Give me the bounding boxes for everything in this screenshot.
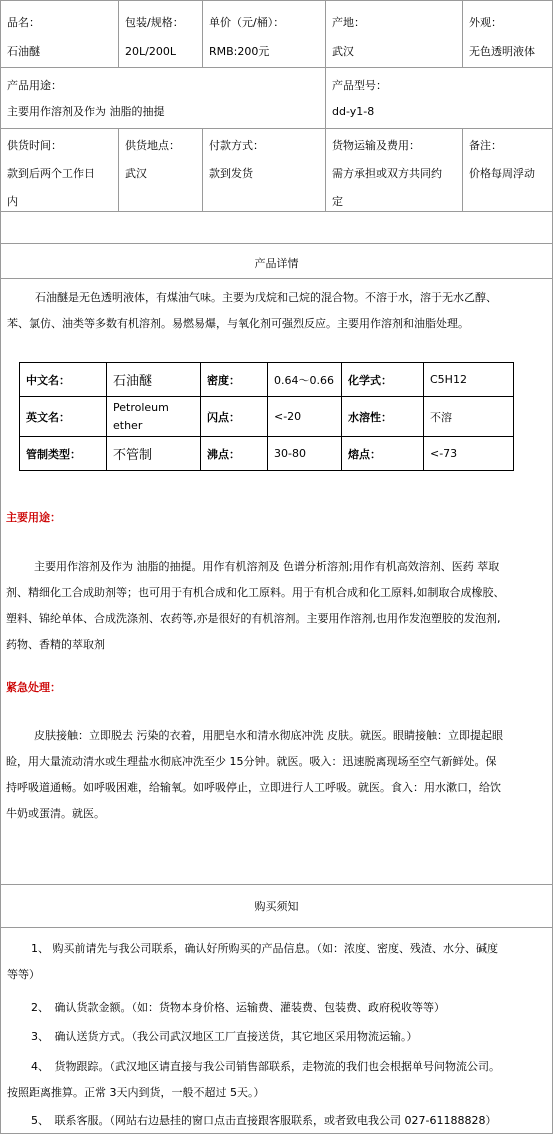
en-name-label: 英文名： bbox=[20, 397, 107, 437]
pack-value: 20L/200L bbox=[125, 45, 176, 58]
spec-row bbox=[20, 397, 514, 437]
main-use-line-1: 主要用作溶剂及作为 油脂的抽提。用作有机溶剂及 色谱分析溶剂;用作有机高效溶剂、医药 萃取 bbox=[34, 560, 500, 573]
supply-time-value: 款到后两个工作日 bbox=[7, 167, 95, 180]
formula-value: C5H12 bbox=[424, 363, 514, 397]
flash-label: 闪点： bbox=[201, 397, 268, 437]
note-cell bbox=[462, 128, 553, 212]
pay-label: 付款方式： bbox=[209, 139, 264, 152]
main-use-title: 主要用途： bbox=[6, 511, 61, 524]
melt-value: <-73 bbox=[424, 437, 514, 471]
emergency-line-3: 持呼吸道通畅。如呼吸困难，给输氧。如呼吸停止，立即进行人工呼吸。就医。食入：用水漱口，给饮 bbox=[6, 781, 501, 794]
melt-label: 熔点： bbox=[342, 437, 424, 471]
name-cell bbox=[0, 0, 119, 68]
pack-label: 包装/规格： bbox=[125, 16, 184, 29]
look-value: 无色透明液体 bbox=[469, 45, 535, 58]
en-name-value-line-2: ether bbox=[113, 418, 143, 432]
origin-value: 武汉 bbox=[332, 45, 354, 58]
supply-time-label: 供货时间： bbox=[7, 139, 62, 152]
intro-line-2: 苯、氯仿、油类等多数有机溶剂。易燃易爆，与氧化剂可强烈反应。主要用作溶剂和油脂处理。 bbox=[7, 317, 469, 330]
purchase-item-5 bbox=[7, 1108, 548, 1134]
water-value: 不溶 bbox=[424, 397, 514, 437]
main-use-paragraph bbox=[6, 554, 547, 658]
boil-value: 30-80 bbox=[268, 437, 342, 471]
intro-paragraph bbox=[7, 285, 548, 337]
supply-place-cell bbox=[118, 128, 203, 212]
density-value: 0.64～0.66 bbox=[268, 363, 342, 397]
purchase-header: 购买须知 bbox=[254, 900, 299, 913]
supply-time-value-cont: 内 bbox=[7, 195, 18, 208]
formula-label: 化学式： bbox=[342, 363, 424, 397]
supply-time-cell bbox=[0, 128, 119, 212]
spec-row bbox=[20, 437, 514, 471]
purchase-body-cell bbox=[0, 927, 553, 1134]
spec-row bbox=[20, 363, 514, 397]
main-use-line-3: 塑料、锦纶单体、合成洗涤剂、农药等,亦是很好的有机溶剂。主要用作溶剂,也用作发泡塑胶的发泡剂, bbox=[6, 612, 501, 625]
pack-cell bbox=[118, 0, 203, 68]
note-value: 价格每周浮动 bbox=[469, 167, 535, 180]
main-use-line-2: 剂、精细化工合成助剂等；也可用于有机合成和化工原料。用于有机合成和化工原料,如制取合成橡胶、 bbox=[6, 586, 505, 599]
supply-place-value: 武汉 bbox=[125, 167, 147, 180]
look-cell bbox=[462, 0, 553, 68]
model-cell bbox=[325, 67, 553, 129]
origin-cell bbox=[325, 0, 463, 68]
pay-value: 款到发货 bbox=[209, 167, 253, 180]
note-label: 备注： bbox=[469, 139, 502, 152]
spec-table bbox=[19, 362, 514, 471]
spacer-row bbox=[0, 211, 553, 244]
ship-value: 需方承担或双方共同约 bbox=[332, 167, 442, 180]
purchase-item-2-line: 2、 确认货款金额。（如：货物本身价格、运输费、灌装费、包装费、政府税收等等） bbox=[31, 1001, 445, 1014]
control-value: 不管制 bbox=[107, 437, 201, 471]
purchase-item-5-line: 5、 联系客服。（网站右边悬挂的窗口点击直接跟客服联系，或者致电我公司 027-61188828） bbox=[31, 1114, 497, 1127]
control-label: 管制类型： bbox=[20, 437, 107, 471]
use-cell bbox=[0, 67, 326, 129]
detail-header: 产品详情 bbox=[254, 257, 299, 270]
emergency-line-4: 牛奶或蛋清。就医。 bbox=[6, 807, 105, 820]
origin-label: 产地： bbox=[332, 16, 365, 29]
purchase-item-4 bbox=[7, 1054, 548, 1106]
purchase-header-cell bbox=[0, 884, 553, 928]
main-use-line-4: 药物、香精的萃取剂 bbox=[6, 638, 105, 651]
emergency-line-2: 睑，用大量流动清水或生理盐水彻底冲洗至少 15分钟。就医。吸入：迅速脱离现场至空气新鲜处。保 bbox=[6, 755, 497, 768]
price-label: 单价（元/桶）： bbox=[209, 16, 285, 29]
name-label: 品名： bbox=[7, 16, 40, 29]
purchase-item-4-line-2: 按照距离推算。正常 3天内到货，一般不超过 5天。） bbox=[7, 1086, 265, 1099]
supply-place-label: 供货地点： bbox=[125, 139, 180, 152]
emergency-paragraph bbox=[6, 723, 547, 827]
flash-value: <-20 bbox=[268, 397, 342, 437]
purchase-item-2 bbox=[7, 995, 548, 1021]
en-name-value-line-1: Petroleum bbox=[113, 400, 169, 414]
name-value: 石油醚 bbox=[7, 45, 40, 58]
cn-name-label: 中文名： bbox=[20, 363, 107, 397]
purchase-item-3-line: 3、 确认送货方式。（我公司武汉地区工厂直接送货，其它地区采用物流运输。） bbox=[31, 1030, 418, 1043]
model-value: dd-y1-8 bbox=[332, 105, 375, 118]
use-label: 产品用途： bbox=[7, 79, 62, 92]
intro-line-1: 石油醚是无色透明液体，有煤油气味。主要为戊烷和己烷的混合物。不溶于水，溶于无水乙醇、 bbox=[35, 291, 497, 304]
purchase-item-1 bbox=[7, 936, 548, 988]
water-label: 水溶性： bbox=[342, 397, 424, 437]
detail-header-cell bbox=[0, 243, 553, 279]
emergency-title: 紧急处理： bbox=[6, 681, 61, 694]
model-label: 产品型号： bbox=[332, 79, 387, 92]
ship-cell bbox=[325, 128, 463, 212]
price-value: RMB:200元 bbox=[209, 45, 270, 58]
pay-cell bbox=[202, 128, 326, 212]
cn-name-value: 石油醚 bbox=[107, 363, 201, 397]
purchase-item-4-line-1: 4、 货物跟踪。（武汉地区请直接与我公司销售部联系，走物流的我们也会根据单号问物流公司。 bbox=[31, 1060, 500, 1073]
look-label: 外观： bbox=[469, 16, 502, 29]
en-name-value bbox=[107, 397, 201, 437]
purchase-item-1-line-2: 等等） bbox=[7, 968, 40, 981]
purchase-item-1-line-1: 1、 购买前请先与我公司联系，确认好所购买的产品信息。（如：浓度、密度、残渣、水分、碱度 bbox=[31, 942, 498, 955]
emergency-line-1: 皮肤接触：立即脱去 污染的衣着，用肥皂水和清水彻底冲洗 皮肤。就医。眼睛接触：立即提起眼 bbox=[34, 729, 503, 742]
ship-label: 货物运输及费用： bbox=[332, 139, 420, 152]
ship-value-cont: 定 bbox=[332, 195, 343, 208]
price-cell bbox=[202, 0, 326, 68]
use-value: 主要用作溶剂及作为 油脂的抽提 bbox=[7, 105, 165, 118]
boil-label: 沸点： bbox=[201, 437, 268, 471]
purchase-item-3 bbox=[7, 1024, 548, 1050]
density-label: 密度： bbox=[201, 363, 268, 397]
